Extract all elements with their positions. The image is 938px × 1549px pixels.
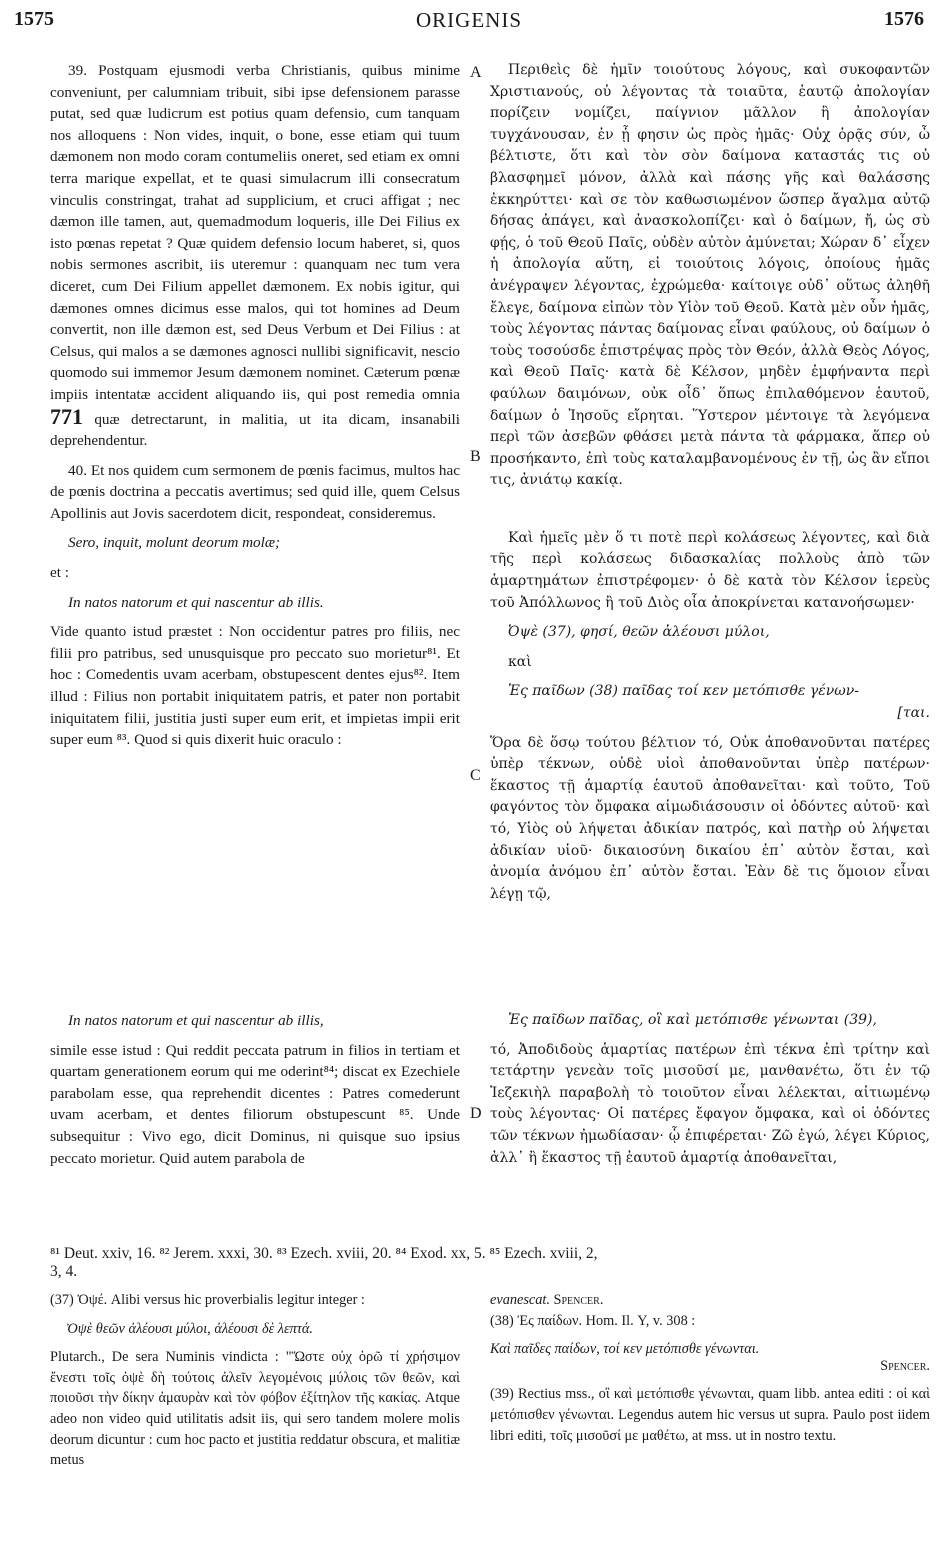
column-number: 771 — [50, 403, 83, 429]
latin-verse-3: In natos natorum et qui nascentur ab illis, — [68, 1012, 324, 1029]
greek-paragraph-2: Καὶ ἡμεῖς μὲν ὅ τι ποτὲ περὶ κολάσεως λέγοντες, καὶ διὰ τῆς περὶ κολάσεως διδασκαλίας πολλοὺς ἀπὸ τῶν ἁμαρτημάτων ἐπιστρέφομεν· ὁ δὲ κατὰ τὸν Κέλσον ἱερεὺς τοῦ Ἀπόλλωνος ἢ τοῦ Διὸς οἷα ἀποκρίνεται κατανοήσωμεν· — [490, 529, 930, 611]
greek-verse-3: Ἐς παῖδων παῖδας, οἳ καὶ μετόπισθε γένωνται (39), — [508, 1012, 877, 1028]
notes-left — [50, 1290, 460, 1479]
note-37-end — [490, 1290, 930, 1311]
latin-et: et : — [50, 564, 69, 582]
latin-column — [50, 60, 460, 759]
greek-verse-2-end: [ται. — [897, 705, 930, 722]
greek-paragraph-1: Περιθεὶς δὲ ἡμῖν τοιούτους λόγους, καὶ συκοφαντῶν Χριστιανούς, οὐ λέγοντας τὰ τοιαῦτα, ἑαυτῷ ἀπολογίαν πορίζειν νομίζει, παίγνιον μᾶλλον ἢ ἀπολογίαν τυγχάνουσαν, ἐν ᾗ φησιν ὡς πρὸς ἡμᾶς· Οὐχ ὁρᾷς σύν, ὦ βέλτιστε, ὅτι καὶ τὸν σὸν δαίμονα καταστάς τις οὐ βλασφημεῖ μόνον, ἀλλὰ καὶ πάσης γῆς καὶ θαλάσσης ἐκκηρύττει· καὶ σε τὸν καθωσιωμένον ὥσπερ ἄγαλμα αὐτῷ δήσας ἀπάγει, καὶ ἀνασκολοπίζει· καὶ ὁ δαίμων, ἤ, ὡς σὺ φῄς, ὁ τοῦ Θεοῦ Παῖς, οὐδὲν αὐτὸν ἀμύνεται; Χώραν δ᾽ εἶχεν ἡ ἀπολογία αὕτη, εἰ τοιούτοις λόγοις, ὁποίους ἡμᾶς ἀνέγραψεν λέγοντας, ἐχρώμεθα· καίτοιγε οὐδ᾽ οὕτως ἀληθῆ ἔλεγε, δαίμονα εἰπὼν τὸν Υἱὸν τοῦ Θεοῦ. Κατὰ μὲν οὖν ἡμᾶς, τοὺς λέγοντας πάντας δαίμονας εἶναι φαύλους, οὐ δαίμων ὁ τοὺς τοσούσδε ἐπιστρέψας πρὸς τὸν Θεόν, ἀλλὰ Θεὸς Λόγος, καὶ Θεοῦ Παῖς· κατὰ δὲ Κέλσον, μηδὲν ἐμφήναντα περὶ φαύλων δαιμόνων, οὐκ οἶδ᾽ ὅπως ἐπιλαθόμενον ἑαυτοῦ, δαίμων ὁ Ἰησοῦς εἴρηται. Ὕστερον μέντοιγε τὰ λεγόμενα περὶ τῶν ἀσεβῶν φθάσει μετὰ πάντα τὰ φάρμακα, ἅπερ οὐ προσήκαντο, ἐπὶ τοὺς καταλαμβανομένους ἐν τῇ, ὡς ἂν εἴποι τις, ἀνιάτῳ κακίᾳ. — [490, 62, 930, 489]
latin-paragraph-39 — [50, 60, 460, 452]
latin-paragraph-39-text: 39. Postquam ejusmodi verba Christianis, quibus minime conveniunt, per calumniam tribuit, sibi ipse defensionem parasse putat, sed quæ ludicrum est potius quam defensio, cum tanquam nos alloquens : Non vides, inquit, o bone, esse etiam qui tuum dæmonem non modo coram contumeliis oneret, sed etiam ex omni terra marique expellat, et te quasi simulacrum illi consecratum vinculis constringat, trahat ad supplicium, et cruci affigat ; nec dæmon ille tamen, aut, quemadmodum loqueris, ille Dei Filius ex isto pœnas repetat ? Quæ quidem defensio locum haberet, si, quos nobis sermones ascribit, iis uteremur : quanquam nec tum vera diceret, cum Dei Filium appellet dæmonem. Ex nobis igitur, qui dæmones omnes dicimus esse malos, qui tot homines ad Deum convertit, non ille dæmon est, sed Deus Verbum et Dei Filius : at Celsus, qui malos a se dæmones agnosci nullibi significavit, nescio quomodo sui immemor Jesum dæmonem nominet. Cæterum pœnæ impiis intentatæ accident aliquando iis, qui post remedia omnia — [50, 62, 460, 403]
note-37-verse: Ὀψὲ θεῶν ἀλέουσι μύλοι, ἀλέουσι δὲ λεπτά. — [66, 1320, 313, 1337]
section-marker-b: B — [470, 448, 481, 465]
page-number-right: 1576 — [884, 8, 924, 30]
latin-paragraph-3: Vide quanto istud præstet : Non occidentur patres pro filiis, nec filii pro patribus, sed unusquisque pro peccato suo morietur⁸¹. Et hoc : Comedentis uvam acerbam, obstupescent dentes ejus⁸². Item illud : Filius non portabit iniquitatem patris, et pater non portabit iniquitatem filii, justitia justi super eum erit, et impietas impii erit super eum ⁸³. Quod si quis dixerit huic oraculo : — [50, 623, 460, 749]
note-38: (38) Ἐς παίδων. Hom. Il. Υ, v. 308 : — [490, 1312, 696, 1329]
scripture-references-continued: 3, 4. — [50, 1263, 78, 1280]
note-37-signature: Spencer. — [553, 1292, 604, 1308]
latin-paragraph-39-tail: quæ detrectarunt, in malitia, ut ita dicam, insanabili deprehendentur. — [50, 410, 460, 450]
page-header — [14, 8, 924, 48]
scripture-references-text: ⁸¹ Deut. xxiv, 16. ⁸² Jerem. xxxi, 30. ⁸³ Ezech. xviii, 20. ⁸⁴ Exod. xx, 5. ⁸⁵ Ezech. xviii, 2, — [50, 1245, 598, 1262]
greek-column — [490, 60, 930, 913]
latin-paragraph-4: simile esse istud : Qui reddit peccata patrum in filios in tertiam et quartam generationem eorum qui me oderint⁸⁴; discat ex Ezechiele parabolam esse, qua reprehendit dicentes : Patres comederunt uvam acerbam, et dentes filiorum obstupescunt ⁸⁵. Unde subsequitur : Vivo ego, dicit Dominus, ni quisque suo ipsius peccato morietur. Quid autem parabola de — [50, 1041, 460, 1167]
page-number-left: 1575 — [14, 8, 54, 30]
greek-column-lower — [490, 1010, 930, 1177]
latin-verse-1: Sero, inquit, molunt deorum molæ; — [68, 534, 281, 552]
section-marker-a: A — [470, 64, 482, 81]
running-title: ORIGENIS — [416, 8, 522, 32]
section-marker-c: C — [470, 767, 481, 784]
note-37: (37) Ὀψέ. Alibi versus hic proverbialis legitur integer : — [50, 1292, 365, 1308]
scripture-references — [50, 1245, 924, 1281]
section-marker-d: D — [470, 1105, 482, 1122]
notes-right — [490, 1290, 930, 1454]
latin-verse-2: In natos natorum et qui nascentur ab illis. — [68, 593, 324, 611]
note-38-verse: Καὶ παῖδες παίδων, τοί κεν μετόπισθε γένωνται. — [490, 1341, 760, 1358]
note-39: (39) Rectius mss., οἳ καὶ μετόπισθε γένωνται, quam libb. antea editi : οἱ καὶ μετόπισθεν γένωνται. Legendus autem hic versus ut supra. Paulo post iidem libri editi, τοῖς μισοῦσί με μαθέτω, at mss. ut in nostro textu. — [490, 1386, 930, 1444]
greek-kai: καὶ — [508, 653, 532, 670]
note-38-signature: Spencer. — [880, 1357, 930, 1374]
latin-paragraph-40: 40. Et nos quidem cum sermonem de pœnis facimus, multos hac de pœnis doctrina a peccatis avertimus; sed quid ille, quem Celsus Apollinis aut Jovis sacerdotem dicit, respondeat, consideremus. — [50, 461, 460, 522]
note-37-plutarch: Plutarch., De sera Numinis vindicta : "Ὥστε οὐχ ὁρῶ τί χρήσιμον ἔνεστι τοῖς ὀψὲ δὴ τούτοις ἀλεῖν λεγομένοις μύλοις τῶν θεῶν, καὶ ποιοῦσι τὴν δίκην ἀμαυρὰν καὶ τὸν φόβον ἐξίτηλον τῆς κακίας. Atque adeo non video quid utilitatis adsit iis, qui sero tandem molere molis deorum dicuntur : cum hoc pacto et justitia reddatur obscura, et malitiæ metus — [50, 1349, 460, 1469]
greek-verse-2: Ἐς παῖδων (38) παῖδας τοί κεν μετόπισθε γένων- — [508, 683, 859, 700]
latin-column-lower — [50, 1010, 460, 1177]
greek-paragraph-4: τό, Ἀποδιδοὺς ἁμαρτίας πατέρων ἐπὶ τέκνα ἐπὶ τρίτην καὶ τετάρτην γενεὰν τοῖς μισοῦσί με, μανθανέτω, ὅτι ἐν τῷ Ἰεζεκιὴλ παραβολὴ τὸ τοιοῦτον εἶναι λέλεκται, αἰτιωμένῳ τοὺς λέγοντας· Οἱ πατέρες ἔφαγον ὄμφακα, καὶ οἱ ὀδόντες τῶν τέκνων ἠμωδίασαν· ᾧ ἐπιφέρεται· Ζῶ ἐγώ, λέγει Κύριος, ἀλλ᾽ ἢ ἕκαστος τῇ ἑαυτοῦ ἁμαρτίᾳ ἀποθανεῖται, — [490, 1041, 930, 1166]
note-37-end-text: evanescat. — [490, 1292, 550, 1308]
greek-paragraph-3: Ὅρα δὲ ὅσῳ τούτου βέλτιον τό, Οὐκ ἀποθανοῦνται πατέρες ὑπὲρ τέκνων, οὐδὲ υἱοὶ ἀποθανοῦνται ὑπὲρ πατέρων· ἕκαστος τῇ ἁμαρτίᾳ ἑαυτοῦ ἀποθανεῖται· καὶ τοῦτο, Τοῦ φαγόντος τὸν ὄμφακα αἱμωδιάσουσιν οἱ ὀδόντες αὐτοῦ· καὶ τό, Υἱὸς οὐ λήψεται ἀδικίαν πατρός, καὶ πατὴρ οὐ λήψεται ἀδικίαν υἱοῦ· δικαιοσύνη δικαίου ἐπ᾽ αὐτὸν ἔσται, καὶ ἀνομία ἀνόμου ἐπ᾽ αὐτὸν ἔσται. Ἐὰν δὲ τις ὅμοιον εἶναι λέγῃ τῷ, — [490, 734, 930, 902]
greek-verse-1: Ὀψὲ (37), φησί, θεῶν ἀλέουσι μύλοι, — [508, 624, 770, 641]
